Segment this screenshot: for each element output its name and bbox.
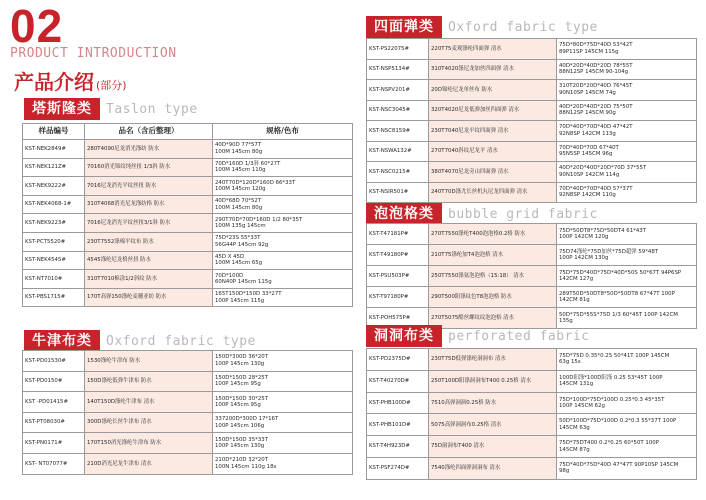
table-row [367, 287, 697, 308]
cell-spec: 50D*100D*75D*100D 0.2*0.3 55*37T 100P 145CM 63g [557, 414, 697, 436]
table-row [367, 39, 697, 60]
cell-name: 170T150消光涤纶牛津布 防水 [85, 433, 213, 454]
column-header-spec: 规格/色布 [213, 124, 353, 140]
cell-name: 20D锦纶尼龙单丝布 防水 [429, 80, 557, 101]
cell-code: KST-NSPV201# [367, 80, 429, 101]
table-bubble [366, 223, 697, 329]
cell-code: KST-PSU503P# [367, 266, 429, 287]
table-row [23, 270, 353, 289]
section-tag-taslon: 塔斯隆类 [24, 98, 100, 120]
table-row [23, 371, 353, 392]
cell-spec: 337200D*300D 17*16T 100P 145cm 106g [213, 412, 353, 433]
table-row [23, 351, 353, 372]
page-number: 02 [10, 0, 64, 52]
cell-spec: 150D*150D 30*25T 100P 145cm 95g [213, 392, 353, 413]
cell-code: KST-T97180P# [367, 287, 429, 308]
section-en-perf: perforated fabric [448, 328, 590, 344]
table-row [367, 141, 697, 162]
cell-spec: 50D*75D*55S*75D 1/3 60*45T 100P 142CM 135g [557, 308, 697, 329]
section-header-taslon [24, 98, 198, 120]
cell-spec: 75D*75D*40D*75D*40D*50S 50*67T 94P6SP 142CM 127g [557, 266, 697, 287]
cell-name: 230T7552涤棉平纹布 防水 [85, 232, 213, 251]
cell-spec: 70D*160D 1/3斜 60*27T 100M 145cm 110g [213, 158, 353, 177]
cell-name: 240T70D涤尤长丝机丸尼龙四面弹 清水 [429, 182, 557, 203]
cell-name: 310T4020涤尼龙加丝四面弹 清水 [429, 59, 557, 80]
table-header-row [23, 124, 353, 140]
table-four [366, 38, 697, 203]
table-row [367, 457, 697, 479]
cell-spec: 40D*90D 77*57T 100M 145cm 80g [213, 140, 353, 159]
cell-code: KST -PD01415# [23, 392, 85, 413]
cell-name: 230T75D低弹涤纶洞洞布 清水 [429, 349, 557, 371]
cell-code: KST-PD2375D# [367, 349, 429, 371]
intro-title-en: PRODUCT INTRODUCTION [10, 46, 177, 61]
cell-name: 4545涤纶尼龙格丝扭 防水 [85, 251, 213, 270]
cell-name: 250T100D阳涤洞洞布T400 0.25格 清水 [429, 370, 557, 392]
table-row [367, 224, 697, 245]
cell-name: 170T高弹150涤纶麦穗亚纺 防水 [85, 288, 213, 307]
table-taslon [22, 123, 353, 307]
cell-name: 250T7550涤氨泡泡格（15:18） 清水 [429, 266, 557, 287]
section-tag-bubble: 泡泡格类 [366, 203, 442, 225]
intro-title-cn [14, 66, 127, 95]
cell-code: KST-PHB100D# [367, 392, 429, 414]
cell-spec: 165T150D*150D 33*27T 100P 145cm 115g [213, 288, 353, 307]
section-en-taslon: Taslon type [106, 101, 198, 117]
section-tag-oxford: 牛津布类 [24, 330, 100, 352]
cell-name: 7510高弹洞洞0.25格 防水 [429, 392, 557, 414]
section-en-bubble: bubble grid fabric [448, 206, 598, 222]
cell-code: KST-NEK2849# [23, 140, 85, 159]
cell-name: 5075高弹洞洞布0.25格 清水 [429, 414, 557, 436]
table-row [23, 433, 353, 454]
cell-name: 320T4020尼龙低弹加丝四面弹 清水 [429, 100, 557, 121]
cell-spec: 310T20D*20D*40D 76*45T 90N10SP 145CM 74g [557, 80, 697, 101]
cell-spec: 75D*40D*75D*40D 47*47T 90P10SP 145CM 98g [557, 457, 697, 479]
cell-spec: 40D*20D*40D*20D*70D 37*55T 90N10SP 142CM 114g [557, 162, 697, 183]
cell-name: 270T7550涤纶T400泡泡格0.2格 防水 [429, 224, 557, 245]
section-tag-perf: 洞洞布类 [366, 325, 442, 347]
cell-name: 210D消光尼龙牛津布 清水 [85, 453, 213, 474]
table-row [23, 195, 353, 214]
cell-code: KST-PCT5520# [23, 232, 85, 251]
table-oxford [22, 350, 353, 475]
table-row [367, 182, 697, 203]
cell-code: KST-NSC0215# [367, 162, 429, 183]
cell-spec: 70D*40D*70D*40D 57*37T 92N8SP 142CM 110g [557, 182, 697, 203]
table-row [367, 59, 697, 80]
cell-code: KST-NSWA132# [367, 141, 429, 162]
table-row [23, 392, 353, 413]
intro-title-cn-main: 产品介绍 [14, 70, 94, 94]
cell-code: KST-T49180P# [367, 245, 429, 266]
section-header-perf [366, 325, 590, 347]
column-header-code: 样品编号 [23, 124, 85, 140]
cell-spec: 75D*75D 0.35*0.25 50*41T 100P 145CM 63g 15s [557, 349, 697, 371]
cell-name: 310T7010棉涂1/2斜纹 防水 [85, 270, 213, 289]
table-row [367, 100, 697, 121]
cell-spec: 40D*68D 70*52T 100M 145cm 80g [213, 195, 353, 214]
cell-code: KST-T4H923D# [367, 436, 429, 458]
cell-code: KST-POH575P# [367, 308, 429, 329]
cell-code: KST-PN0171# [23, 433, 85, 454]
cell-name: 7540涤纶四面弹洞洞布 清水 [429, 457, 557, 479]
cell-code: KST-PT08030# [23, 412, 85, 433]
cell-name: 210T75涤纶加T4泡泡格 清水 [429, 245, 557, 266]
column-header-name: 品名（含后整理） [85, 124, 213, 140]
section-en-four: Oxford fabric type [448, 19, 598, 35]
cell-code: KST-NT7010# [23, 270, 85, 289]
cell-spec: 100D阳涤*100D阳涤 0.25 53*45T 100P 145CM 131g [557, 370, 697, 392]
cell-spec: 289T50D*50DT8*50D*50DT8 67*47T 100P 142CM 81g [557, 287, 697, 308]
cell-code: KST-PD01530# [23, 351, 85, 372]
cell-spec: 150D*150D 35*33T 100P 145cm 130g [213, 433, 353, 454]
table-row [23, 158, 353, 177]
cell-spec: 75D*50DT8*75D*50DT4 61*43T 100P 142CM 120g [557, 224, 697, 245]
cell-spec: 70D*100D 60N40P 145cm 115g [213, 270, 353, 289]
section-header-oxford [24, 330, 256, 352]
table-row [367, 245, 697, 266]
cell-name: 280T4090尼龙消光涤纺 防水 [85, 140, 213, 159]
cell-code: KST-NEK9223# [23, 214, 85, 233]
cell-name: 220T75麦观涤纶四面弹 清水 [429, 39, 557, 60]
cell-spec: 75D*80D*75D*40D 53*42T 89P11SP 145CM 115g [557, 39, 697, 60]
table-perf [366, 348, 697, 480]
cell-name: 310T4068消光尼龙涤纺格 防水 [85, 195, 213, 214]
cell-code: KST- NT07077# [23, 453, 85, 474]
cell-spec: 290T70D*70D*160D 1/2 80*35T 100M 135g 145cm [213, 214, 353, 233]
cell-code: KST-NEK121Z# [23, 158, 85, 177]
section-header-four [366, 16, 598, 38]
cell-code: KST-PD0150# [23, 371, 85, 392]
cell-name: 150D涤纶低弹牛津布 防水 [85, 371, 213, 392]
table-row [23, 288, 353, 307]
cell-code: KST-NSC3045# [367, 100, 429, 121]
cell-spec: 150D*300D 36*20T 100P 145cm 130g [213, 351, 353, 372]
cell-code: KST-T40270D# [367, 370, 429, 392]
section-header-bubble [366, 203, 598, 225]
cell-code: KST-NEK4545# [23, 251, 85, 270]
section-en-oxford: Oxford fabric type [106, 333, 256, 349]
table-row [367, 162, 697, 183]
cell-name: 1530涤纶牛津布 防水 [85, 351, 213, 372]
cell-spec: 70D*40D*70D*40D 47*42T 92N8SP 142CM 113g [557, 121, 697, 142]
cell-code: KST-PHB101D# [367, 414, 429, 436]
intro-title-cn-note: (部分) [96, 79, 127, 92]
table-row [367, 266, 697, 287]
table-row [23, 453, 353, 474]
cell-code: KST-NSP5134# [367, 59, 429, 80]
cell-name: 380T4070尼龙旁山四面弹 清水 [429, 162, 557, 183]
cell-name: 7016尼龙消光平纹丝扭3/1斜 防水 [85, 214, 213, 233]
cell-code: KST-NSIR501# [367, 182, 429, 203]
table-row [23, 177, 353, 196]
section-tag-four: 四面弹类 [366, 16, 442, 38]
table-row [23, 214, 353, 233]
cell-name: 140T150D涤纶牛津布 清水 [85, 392, 213, 413]
table-row [367, 349, 697, 371]
cell-spec: 75D74涤纶*75D加丝*75D超弹 59*48T 100P 142CM 130g [557, 245, 697, 266]
cell-spec: 75D*100D*75D*100D 0.25*0.3 45*35T 100P 145CM 62g [557, 392, 697, 414]
cell-name: 300D涤纶长丝牛津布 清水 [85, 412, 213, 433]
cell-code: KST-PSF274D# [367, 457, 429, 479]
table-row [367, 392, 697, 414]
cell-name: 75D洞洞布T400 清水 [429, 436, 557, 458]
table-row [23, 251, 353, 270]
cell-code: KST-PS22075# [367, 39, 429, 60]
cell-code: KST-NSC8159# [367, 121, 429, 142]
cell-spec: 210D*210D 32*20T 100N 145cm 110g 18s [213, 453, 353, 474]
cell-name: 270T5075酷丝螺纹纹泡泡格 清水 [429, 308, 557, 329]
table-row [367, 121, 697, 142]
table-row [367, 80, 697, 101]
cell-name: 70160消光锦纹纯丝扭 1/3斜 防水 [85, 158, 213, 177]
cell-spec: 45D X 45D 100M 145cm 65g [213, 251, 353, 270]
cell-spec: 70D*40D*70D 67*40T 95N5SP 145CM 96g [557, 141, 697, 162]
cell-spec: 150D*150D 28*25T 100P 145cm 95g [213, 371, 353, 392]
cell-name: 290T500阳涤纹色T8泡泡格 防水 [429, 287, 557, 308]
cell-code: KST-T47181P# [367, 224, 429, 245]
cell-spec: 40D*20D*40D*20D 75*50T 88N12SP 145CM 90g [557, 100, 697, 121]
cell-name: 270T7040斜纹尼龙平 清水 [429, 141, 557, 162]
cell-spec: 40D*20D*40D*20D 78*55T 88N12SP 145CM 90-104g [557, 59, 697, 80]
table-row [367, 436, 697, 458]
cell-spec: 75D*23S 55*33T 56G44P 145cm 92g [213, 232, 353, 251]
cell-code: KST-NEK9222# [23, 177, 85, 196]
table-row [23, 232, 353, 251]
table-row [23, 140, 353, 159]
cell-name: 230T7040尼龙平纹四面弹 清水 [429, 121, 557, 142]
cell-code: KST-NEK4068-1# [23, 195, 85, 214]
table-row [367, 414, 697, 436]
cell-spec: 240T70D*120D*160D 66*33T 100M 145cm 120g [213, 177, 353, 196]
cell-spec: 75D*75DT400 0.2*0.25 60*50T 100P 145CM 87g [557, 436, 697, 458]
table-row [23, 412, 353, 433]
table-row [367, 370, 697, 392]
cell-code: KST-PBS1715# [23, 288, 85, 307]
cell-name: 7016尼龙消光平纹丝扭 防水 [85, 177, 213, 196]
